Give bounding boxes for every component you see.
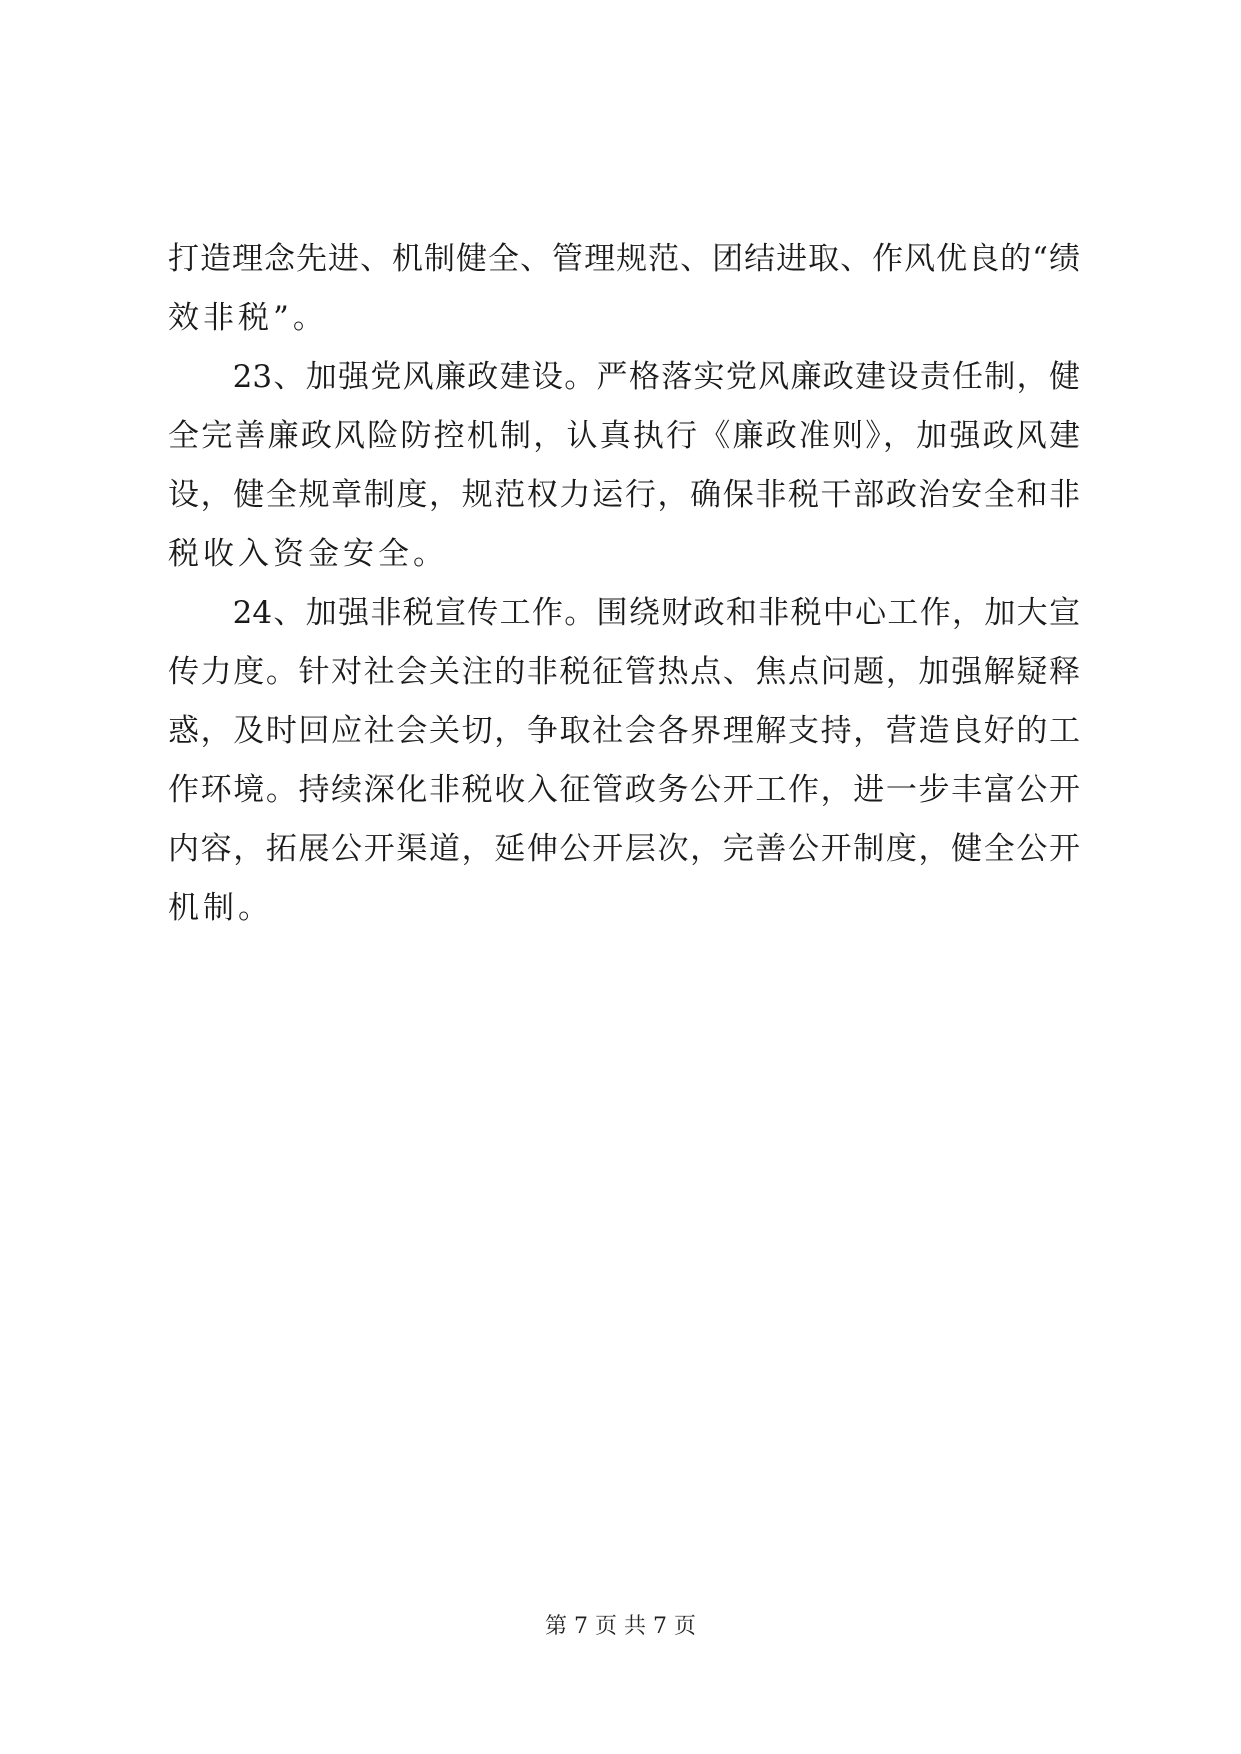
text-line: 作环境。持续深化非税收入征管政务公开工作，进一步丰富公开 [168,772,1080,808]
text-line: 税收入资金安全。 [168,536,448,572]
text-line: 24、加强非税宣传工作。围绕财政和非税中心工作，加大宣 [168,595,1080,631]
text-line: 效非税”。 [168,300,328,336]
text-line: 全完善廉政风险防控机制，认真执行《廉政准则》，加强政风建 [168,418,1080,454]
document-body [168,230,1080,938]
text-line: 传力度。针对社会关注的非税征管热点、焦点问题，加强解疑释 [168,654,1080,690]
text-line: 机制。 [168,890,273,926]
page-footer: 第 7 页 共 7 页 [545,1614,696,1639]
text-line: 打造理念先进、机制健全、管理规范、团结进取、作风优良的“绩 [168,241,1080,277]
text-line: 23、加强党风廉政建设。严格落实党风廉政建设责任制，健 [168,359,1080,395]
text-line: 惑，及时回应社会关切，争取社会各界理解支持，营造良好的工 [168,713,1080,749]
text-line: 内容，拓展公开渠道，延伸公开层次，完善公开制度，健全公开 [168,831,1080,867]
text-line: 设，健全规章制度，规范权力运行，确保非税干部政治安全和非 [168,477,1080,513]
